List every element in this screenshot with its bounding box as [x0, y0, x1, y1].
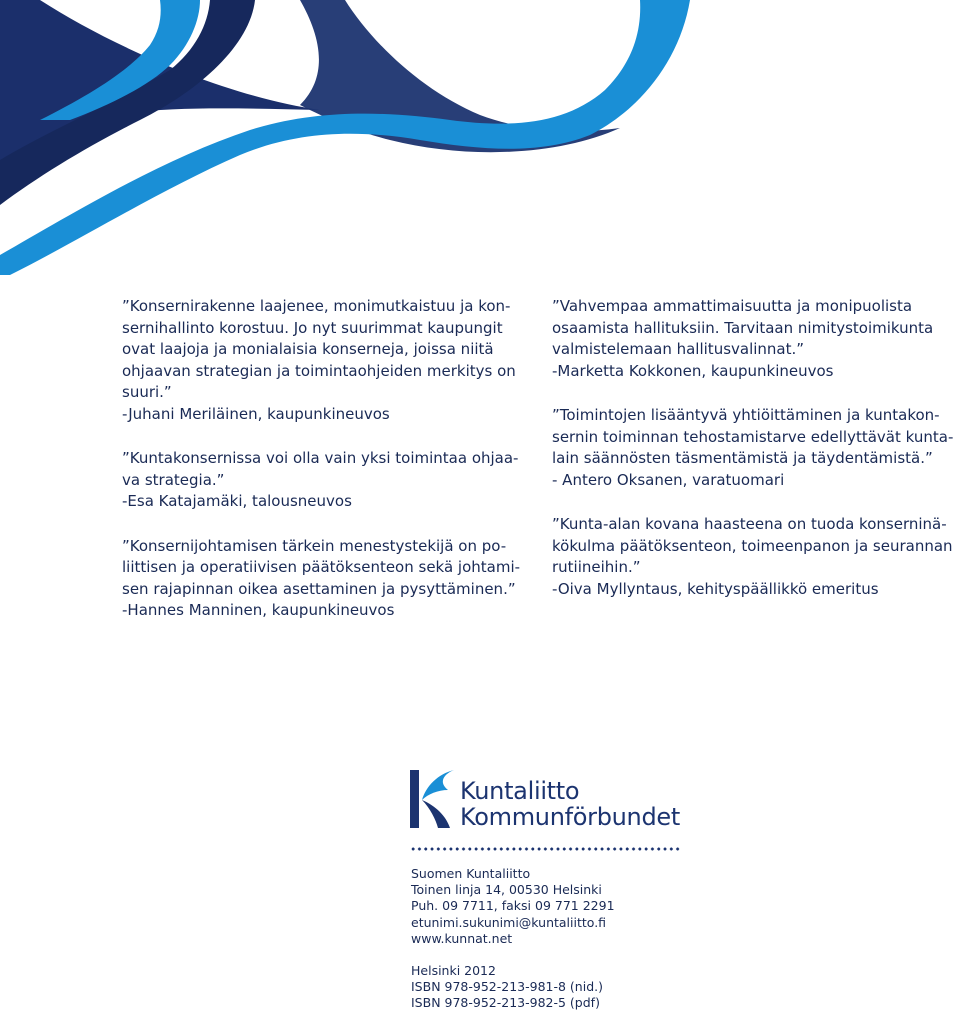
publication-place-year: Helsinki 2012: [411, 963, 496, 978]
quote-line: ”Kuntakonsernissa voi olla vain yksi toimintaa ohjaa-: [122, 449, 519, 467]
quote-line: rutiineihin.”: [552, 558, 641, 576]
decorative-ribbon-swoosh: [0, 0, 700, 275]
quotes-right-column: [552, 296, 960, 623]
quote-author: - Antero Oksanen, varatuomari: [552, 470, 785, 489]
quote-text: [122, 296, 532, 404]
brand-name-finnish: Kuntaliitto: [460, 777, 580, 805]
organization-name: Suomen Kuntaliitto: [411, 866, 531, 881]
quote-line: ”Konsernirakenne laajenee, monimutkaistuu ja kon-: [122, 297, 511, 315]
quote-author: -Oiva Myllyntaus, kehityspäällikkö emeritus: [552, 579, 879, 598]
quote-line: kökulma päätöksenteon, toimeenpanon ja seurannan: [552, 536, 953, 555]
quote-line: sernihallinto korostuu. Jo nyt suurimmat kaupungit: [122, 318, 503, 337]
phone-fax: Puh. 09 7711, faksi 09 771 2291: [411, 898, 615, 914]
brand-name-swedish: Kommunförbundet: [460, 803, 680, 831]
isbn-pdf: ISBN 978-952-213-982-5 (pdf): [411, 995, 600, 1011]
publication-info: [411, 963, 603, 1012]
quote-line: ”Konsernijohtamisen tärkein menestystekijä on po-: [122, 536, 507, 555]
quote-text: [122, 448, 532, 491]
quote-text: [552, 296, 960, 361]
quotes-left-column: [122, 296, 532, 645]
quote-line: va strategia.”: [122, 470, 225, 489]
quote-text: [552, 405, 960, 470]
quote-line: valmistelemaan hallitusvalinnat.”: [552, 340, 805, 358]
quote-line: ”Vahvempaa ammattimaisuutta ja monipuolista: [552, 297, 913, 315]
quote-text: [122, 536, 532, 601]
quote-author: -Esa Katajamäki, talousneuvos: [122, 492, 352, 510]
website: www.kunnat.net: [411, 930, 513, 946]
brand-wordmark: [460, 778, 680, 830]
quote-author: -Hannes Manninen, kaupunkineuvos: [122, 601, 395, 619]
dotted-divider: [410, 846, 680, 852]
quote-author: -Juhani Meriläinen, kaupunkineuvos: [122, 404, 390, 423]
quote-line: ohjaavan strategian ja toimintaohjeiden merkitys on: [122, 361, 516, 380]
kuntaliitto-k-logo-icon: [408, 768, 458, 830]
quote-line: liittisen ja operatiivisen päätöksenteon sekä johtami-: [122, 558, 521, 576]
quote-line: osaamista hallituksiin. Tarvitaan nimitystoimikunta: [552, 318, 934, 337]
contact-info: [411, 866, 615, 947]
email: etunimi.sukunimi@kuntaliitto.fi: [411, 914, 607, 930]
quote-line: suuri.”: [122, 383, 172, 401]
address: Toinen linja 14, 00530 Helsinki: [411, 882, 602, 898]
quote-line: sernin toiminnan tehostamistarve edellyttävät kunta-: [552, 427, 954, 446]
quote-text: [552, 514, 960, 579]
quote-author: -Marketta Kokkonen, kaupunkineuvos: [552, 361, 834, 380]
quote-line: ”Kunta-alan kovana haasteena on tuoda konserninä-: [552, 515, 947, 533]
quote-line: lain säännösten täsmentämistä ja täydentämistä.”: [552, 449, 933, 467]
quote-line: sen rajapinnan oikea asettaminen ja pysyttäminen.”: [122, 579, 516, 598]
quote-line: ovat laajoja ja monialaisia konserneja, joissa niitä: [122, 340, 494, 358]
isbn-print: ISBN 978-952-213-981-8 (nid.): [411, 979, 603, 995]
quote-line: ”Toimintojen lisääntyvä yhtiöittäminen ja kuntakon-: [552, 406, 940, 424]
